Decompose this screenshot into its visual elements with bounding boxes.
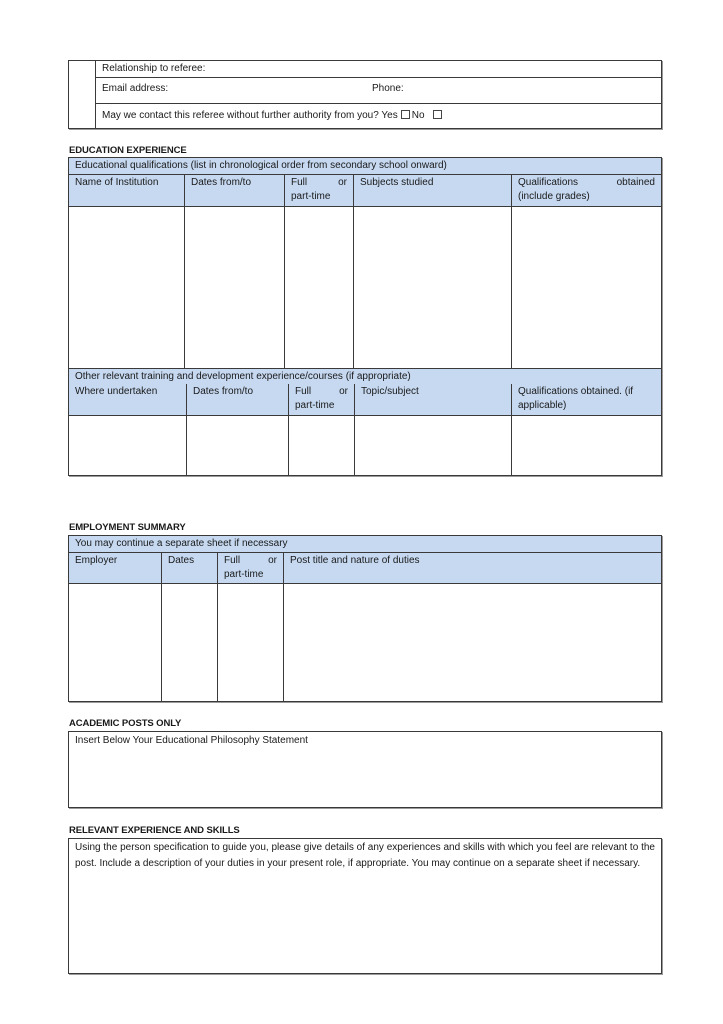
phone-label: Phone: bbox=[372, 83, 404, 94]
col-tqual-text: Qualifications obtained. (if bbox=[518, 386, 634, 397]
employment-full-part-time-input[interactable] bbox=[218, 584, 284, 702]
post-title-input[interactable] bbox=[284, 584, 662, 702]
academic-section-title: ACADEMIC POSTS ONLY bbox=[69, 718, 182, 729]
qualifications-input[interactable] bbox=[512, 207, 662, 369]
col-obtained-text: obtained bbox=[616, 177, 655, 188]
education-section-title: EDUCATION EXPERIENCE bbox=[69, 145, 187, 156]
col-topic-subject: Topic/subject bbox=[355, 384, 512, 415]
col-or-text: or bbox=[339, 386, 348, 397]
topic-subject-input[interactable] bbox=[355, 415, 512, 475]
col-qualifications bbox=[512, 175, 662, 207]
col-qual-text: Qualifications bbox=[518, 177, 579, 188]
col-applicable-text: applicable) bbox=[518, 400, 567, 411]
education-qualifications-table bbox=[68, 157, 662, 386]
training-full-part-time-input[interactable] bbox=[289, 415, 355, 475]
contact-question: May we contact this referee without further authority from you? bbox=[102, 110, 379, 121]
institution-input[interactable] bbox=[69, 207, 185, 369]
dates-input[interactable] bbox=[185, 207, 285, 369]
col-full-text: Full bbox=[291, 177, 308, 188]
col-employment-dates: Dates bbox=[162, 553, 218, 584]
email-label: Email address: bbox=[102, 83, 169, 94]
education-training-table bbox=[68, 384, 662, 476]
table-row bbox=[69, 415, 662, 475]
col-dates: Dates from/to bbox=[185, 175, 285, 207]
employment-table bbox=[68, 535, 662, 702]
col-or-text: or bbox=[338, 177, 347, 188]
col-where-undertaken: Where undertaken bbox=[69, 384, 187, 415]
experience-section-title: RELEVANT EXPERIENCE AND SKILLS bbox=[69, 825, 240, 836]
employment-section-title: EMPLOYMENT SUMMARY bbox=[69, 522, 186, 533]
subjects-input[interactable] bbox=[354, 207, 512, 369]
relationship-label: Relationship to referee: bbox=[102, 63, 206, 74]
table-row bbox=[69, 584, 662, 702]
full-part-time-input[interactable] bbox=[285, 207, 354, 369]
col-institution: Name of Institution bbox=[69, 175, 185, 207]
yes-label: Yes bbox=[381, 110, 398, 121]
training-caption: Other relevant training and development experience/courses (if appropriate) bbox=[69, 369, 662, 386]
col-training-dates: Dates from/to bbox=[187, 384, 289, 415]
experience-prompt: Using the person specification to guide you, please give details of any experiences and skills with which you feel are relevant to the post. Include a description of your duties in your present role, if appropriate. You may continue on a separate sheet if necessary. bbox=[75, 842, 655, 869]
col-part-time-text: part-time bbox=[224, 569, 264, 580]
contact-permission-row bbox=[96, 104, 662, 129]
col-post-title: Post title and nature of duties bbox=[284, 553, 662, 584]
col-training-qualifications bbox=[512, 384, 662, 415]
training-dates-input[interactable] bbox=[187, 415, 289, 475]
relationship-field[interactable] bbox=[96, 61, 662, 78]
referee-table bbox=[68, 60, 662, 129]
col-full-part-time bbox=[285, 175, 354, 207]
referee-number-cell bbox=[69, 61, 96, 129]
where-undertaken-input[interactable] bbox=[69, 415, 187, 475]
philosophy-statement-box[interactable] bbox=[68, 731, 662, 808]
employer-input[interactable] bbox=[69, 584, 162, 702]
col-employer: Employer bbox=[69, 553, 162, 584]
col-full-text: Full bbox=[224, 555, 241, 566]
no-label: No bbox=[411, 110, 425, 121]
employment-dates-input[interactable] bbox=[162, 584, 218, 702]
email-field[interactable] bbox=[102, 82, 372, 96]
training-qualifications-input[interactable] bbox=[512, 415, 662, 475]
col-part-time-text: part-time bbox=[295, 400, 335, 411]
col-full-text: Full bbox=[295, 386, 312, 397]
col-or-text: or bbox=[268, 555, 277, 566]
col-part-time-text: part-time bbox=[291, 191, 331, 202]
col-employment-full-part-time bbox=[218, 553, 284, 584]
table-row bbox=[69, 207, 662, 369]
no-checkbox[interactable] bbox=[433, 110, 442, 119]
philosophy-prompt: Insert Below Your Educational Philosophy Statement bbox=[75, 735, 308, 746]
yes-checkbox[interactable] bbox=[401, 110, 410, 119]
col-grades-text: (include grades) bbox=[518, 191, 590, 202]
employment-caption: You may continue a separate sheet if necessary bbox=[69, 536, 662, 553]
phone-field[interactable] bbox=[372, 83, 404, 94]
col-training-full-part-time bbox=[289, 384, 355, 415]
experience-skills-box[interactable] bbox=[68, 838, 662, 974]
col-subjects: Subjects studied bbox=[354, 175, 512, 207]
qualifications-caption: Educational qualifications (list in chronological order from secondary school onward) bbox=[69, 158, 662, 175]
email-phone-row bbox=[96, 78, 662, 104]
